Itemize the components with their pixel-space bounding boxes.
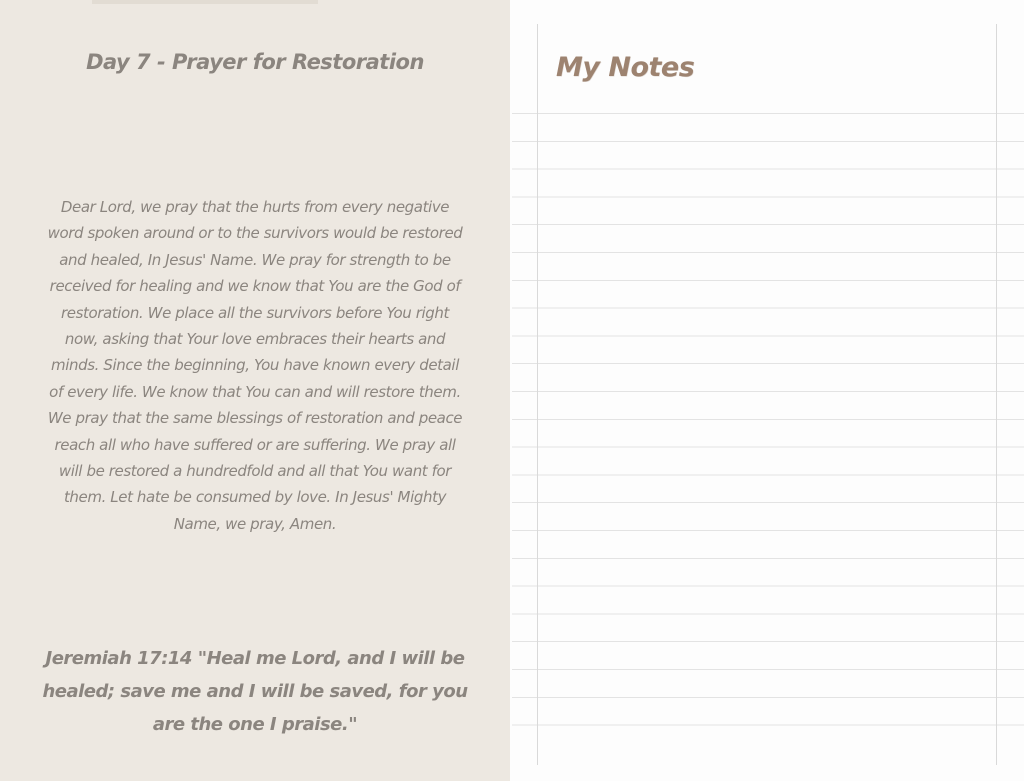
- page-title: Day 7 - Prayer for Restoration: [86, 50, 424, 74]
- prayer-line: will be restored a hundredfold and all that You want for: [58, 462, 452, 481]
- prayer-text: [0, 194, 510, 537]
- ruled-lines: [512, 113, 1024, 726]
- notes-right-margin-line: [996, 24, 997, 765]
- prayer-line: reach all who have suffered or are suffering. We pray all: [54, 435, 456, 454]
- prayer-line: minds. Since the beginning, You have known every detail: [51, 356, 459, 375]
- prayer-line: of every life. We know that You can and will restore them.: [49, 382, 461, 401]
- page-edge-artifact: [92, 0, 318, 4]
- scripture-verse: [0, 642, 510, 741]
- prayer-line: Dear Lord, we pray that the hurts from every negative: [60, 198, 450, 216]
- verse-line: Jeremiah 17:14 "Heal me Lord, and I will be: [45, 648, 465, 669]
- prayer-line: them. Let hate be consumed by love. In Jesus' Mighty: [63, 488, 447, 507]
- prayer-line: and healed, In Jesus' Name. We pray for strength to be: [59, 250, 451, 269]
- notes-left-margin-line: [537, 24, 538, 765]
- notes-heading: My Notes: [556, 52, 695, 83]
- prayer-line: Name, we pray, Amen.: [173, 514, 337, 533]
- verse-line: healed; save me and I will be saved, for you: [42, 681, 468, 702]
- devotional-page: [0, 0, 510, 781]
- notes-page: [510, 0, 1024, 781]
- prayer-line: now, asking that Your love embraces their hearts and: [64, 330, 446, 349]
- prayer-line: received for healing and we know that You are the God of: [49, 277, 461, 296]
- prayer-line: word spoken around or to the survivors would be restored: [47, 224, 463, 243]
- prayer-line: restoration. We place all the survivors before You right: [60, 303, 450, 322]
- verse-line: are the one I praise.": [152, 714, 358, 735]
- prayer-line: We pray that the same blessings of restoration and peace: [47, 409, 463, 428]
